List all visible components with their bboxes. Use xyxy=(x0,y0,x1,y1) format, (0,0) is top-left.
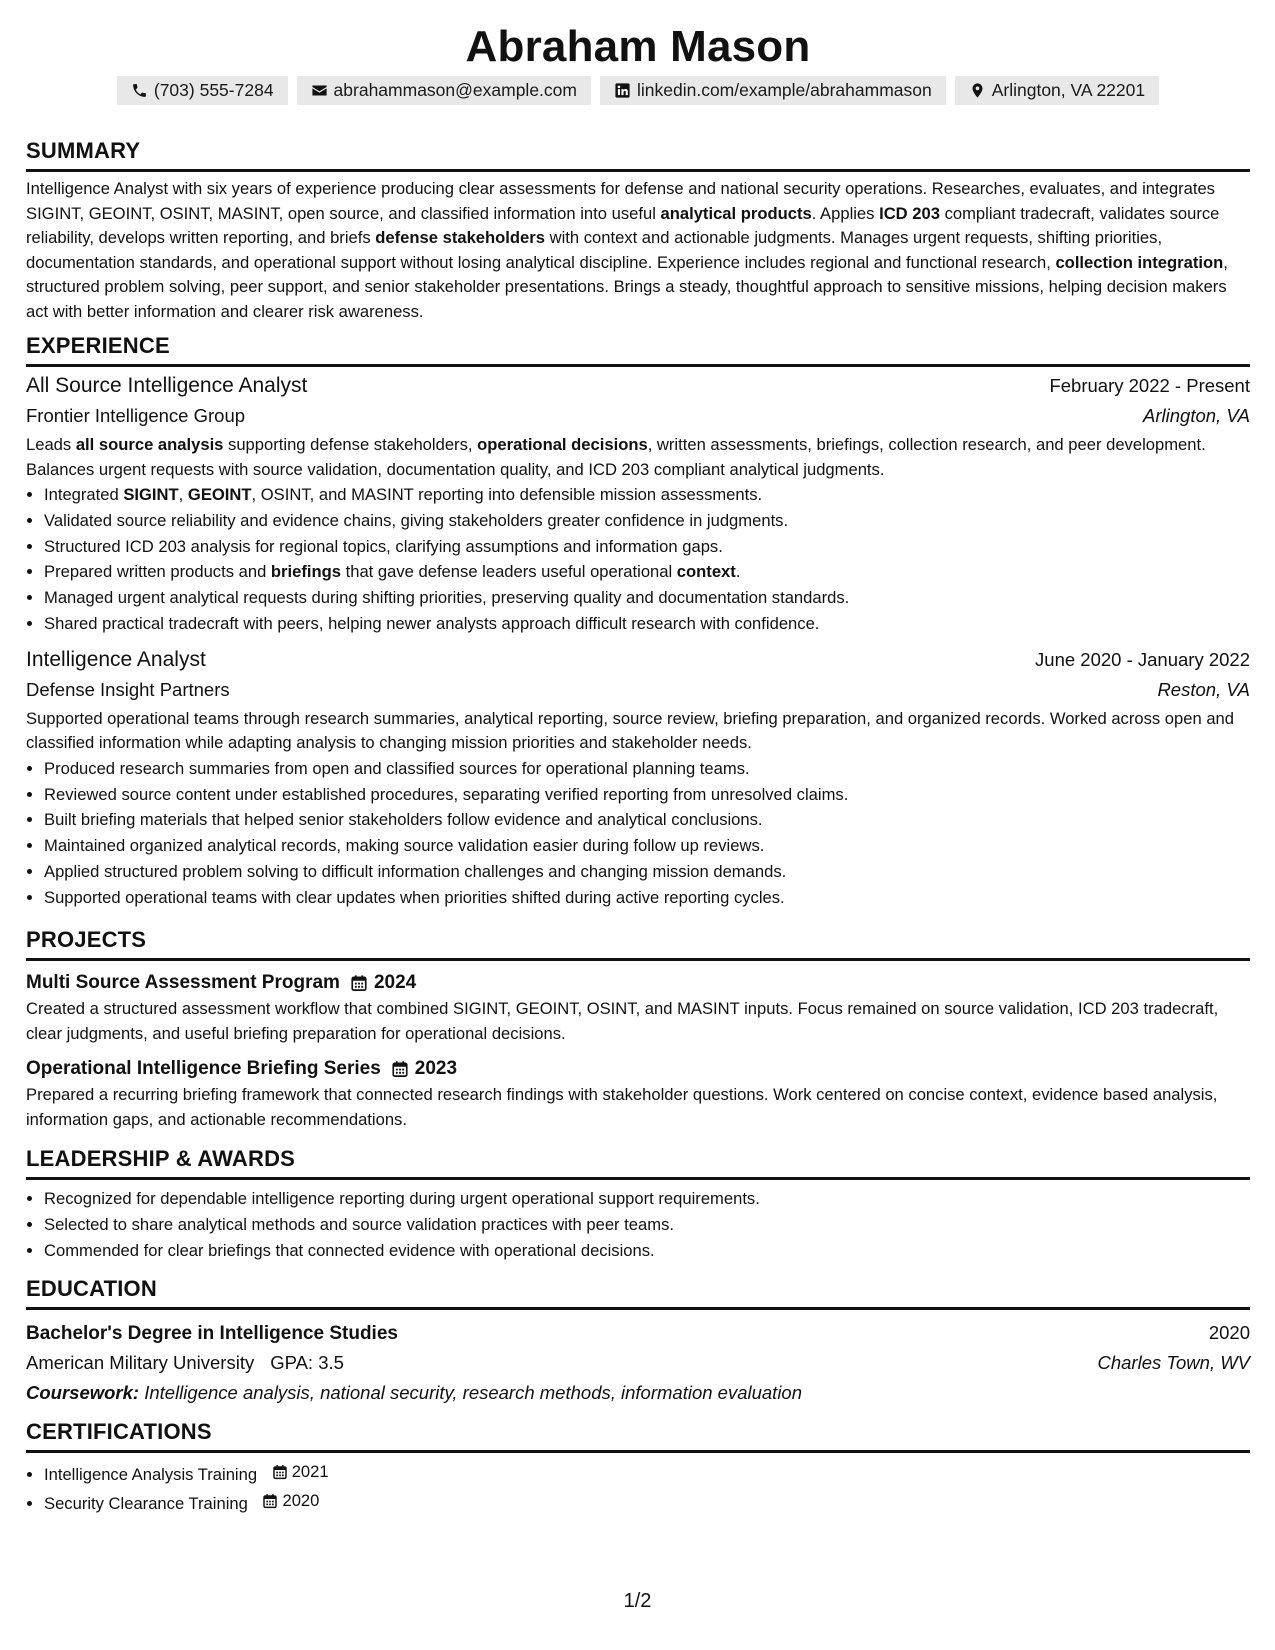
page-number: 1/2 xyxy=(623,1590,652,1612)
list-item: • Built briefing materials that helped senior stakeholders follow evidence and analytical conclusions. xyxy=(44,807,1250,833)
job-entry xyxy=(26,371,1250,637)
list-item: • Structured ICD 203 analysis for regional topics, clarifying assumptions and information gaps. xyxy=(44,534,1250,560)
project-description: Created a structured assessment workflow that combined SIGINT, GEOINT, OSINT, and MASINT inputs. Focus remained on source validation, ICD 203 tradecraft, clear judgments, and useful briefing preparation for operational decisions. xyxy=(26,999,1219,1043)
phone-text: (703) 555-7284 xyxy=(153,80,274,100)
coursework-text: Intelligence analysis, national security, research methods, information evaluation xyxy=(144,1382,803,1403)
summary-text: Intelligence Analyst with six years of experience producing clear assessments for defense and national security operations. Researches, evaluates, and integrates SIGINT, GEOINT, OSINT, MASINT, open source, and classified information into useful analytical products. Applies ICD 203 compliant tradecraft, validates source reliability, develops written reporting, and briefs defense stakeholders with context and actionable judgments. Manages urgent requests, shifting priorities, documentation standards, and operational support without losing analytical discipline. Experience includes regional and functional research, collection integration, structured problem solving, peer support, and senior stakeholder presentations. Brings a steady, thoughtful approach to sensitive missions, helping decision makers act with better information and clearer risk awareness. xyxy=(26,179,1228,321)
certification-date xyxy=(262,1488,319,1514)
calendar-icon xyxy=(350,974,368,992)
leadership-section xyxy=(26,1146,1250,1263)
summary-heading: SUMMARY xyxy=(26,138,1250,172)
list-item xyxy=(44,1488,1250,1517)
list-item: • Produced research summaries from open and classified sources for operational planning teams. xyxy=(44,756,1250,782)
graduation-year: 2020 xyxy=(1208,1322,1250,1343)
job-company: Defense Insight Partners xyxy=(26,678,230,700)
project-year: 2023 xyxy=(414,1058,458,1079)
list-item: • Selected to share analytical methods and source validation practices with peer teams. xyxy=(44,1212,1250,1238)
certifications-heading: CERTIFICATIONS xyxy=(26,1419,1250,1453)
school-line xyxy=(26,1348,344,1378)
calendar-icon xyxy=(391,1060,409,1078)
job-summary: Leads all source analysis supporting defense stakeholders, operational decisions, written assessments, briefings, collection research, and peer development. Balances urgent requests with source validation, documentation quality, and ICD 203 compliant analytical judgments. xyxy=(26,435,1206,479)
education-section xyxy=(26,1276,1250,1407)
list-item: • Managed urgent analytical requests during shifting priorities, preserving quality and documentation standards. xyxy=(44,585,1250,611)
leadership-list xyxy=(26,1186,1250,1263)
list-item: • Maintained organized analytical records, making source validation easier during follow up reviews. xyxy=(44,833,1250,859)
candidate-name: Abraham Mason xyxy=(465,22,811,71)
email-chip[interactable] xyxy=(297,76,591,105)
job-entry xyxy=(26,645,1250,911)
project-name: Multi Source Assessment Program xyxy=(26,972,340,993)
projects-section xyxy=(26,927,1250,1132)
list-item: • Shared practical tradecraft with peers, helping newer analysts approach difficult research with confidence. xyxy=(44,611,1250,637)
project-description: Prepared a recurring briefing framework that connected research findings with stakeholder questions. Work centered on concise context, evidence based analysis, information gaps, and actionable recommendations. xyxy=(26,1085,1218,1129)
project-entry xyxy=(26,1055,1250,1132)
certification-name: Intelligence Analysis Training xyxy=(44,1464,258,1484)
certifications-section xyxy=(26,1419,1250,1516)
envelope-icon xyxy=(311,82,328,99)
project-entry xyxy=(26,969,1250,1046)
list-item: • Prepared written products and briefings that gave defense leaders useful operational context. xyxy=(44,559,1250,585)
gpa: GPA: 3.5 xyxy=(270,1352,344,1373)
coursework xyxy=(26,1378,1250,1407)
job-title: Intelligence Analyst xyxy=(26,647,206,671)
phone-icon xyxy=(131,82,148,99)
job-bullets xyxy=(26,756,1250,911)
list-item xyxy=(44,1459,1250,1488)
summary-section xyxy=(26,138,1250,324)
list-item: • Applied structured problem solving to difficult information challenges and changing mission demands. xyxy=(44,859,1250,885)
location-text: Arlington, VA 22201 xyxy=(991,80,1146,100)
coursework-label: Coursework: xyxy=(26,1382,140,1403)
list-item: • Validated source reliability and evidence chains, giving stakeholders greater confidence in judgments. xyxy=(44,508,1250,534)
education-heading: EDUCATION xyxy=(26,1276,1250,1310)
job-company: Frontier Intelligence Group xyxy=(26,405,246,426)
project-date xyxy=(350,972,416,994)
linkedin-text: linkedin.com/example/abrahammason xyxy=(636,80,932,100)
phone-chip[interactable] xyxy=(117,76,288,105)
linkedin-chip[interactable] xyxy=(600,76,946,105)
job-dates: February 2022 - Present xyxy=(1049,375,1250,396)
calendar-icon xyxy=(262,1493,278,1509)
certification-name: Security Clearance Training xyxy=(44,1493,248,1513)
certifications-list xyxy=(26,1459,1250,1516)
list-item: • Commended for clear briefings that connected evidence with operational decisions. xyxy=(44,1238,1250,1264)
certification-year: 2020 xyxy=(282,1490,320,1510)
certification-year: 2021 xyxy=(291,1462,329,1481)
calendar-icon xyxy=(272,1464,288,1480)
contact-bar xyxy=(26,76,1250,105)
list-item: • Supported operational teams with clear updates when priorities shifted during active reporting cycles. xyxy=(44,885,1250,911)
project-name: Operational Intelligence Briefing Series xyxy=(26,1058,381,1079)
projects-heading: PROJECTS xyxy=(26,927,1250,961)
project-date xyxy=(391,1058,457,1080)
job-title: All Source Intelligence Analyst xyxy=(26,374,308,397)
leadership-heading: LEADERSHIP & AWARDS xyxy=(26,1146,1250,1180)
job-bullets xyxy=(26,482,1250,637)
job-location: Arlington, VA xyxy=(1143,405,1250,426)
map-pin-icon xyxy=(969,82,986,99)
experience-heading: EXPERIENCE xyxy=(26,333,1250,367)
job-location: Reston, VA xyxy=(1157,678,1250,700)
experience-section xyxy=(26,333,1250,911)
school-location: Charles Town, WV xyxy=(1097,1352,1250,1373)
email-text: abrahammason@example.com xyxy=(333,80,577,100)
list-item: • Reviewed source content under established procedures, separating verified reporting from unresolved claims. xyxy=(44,782,1250,808)
job-dates: June 2020 - January 2022 xyxy=(1035,648,1250,670)
resume-page xyxy=(26,0,1250,1513)
list-item: • Integrated SIGINT, GEOINT, OSINT, and MASINT reporting into defensible mission assessments. xyxy=(44,482,1250,508)
job-summary: Supported operational teams through research summaries, analytical reporting, source review, briefing preparation, and organized records. Worked across open and classified information while adapting analysis to changing mission priorities and stakeholder needs. xyxy=(26,708,1235,753)
location-chip xyxy=(955,76,1159,105)
linkedin-icon xyxy=(614,82,631,99)
certification-date xyxy=(272,1459,329,1485)
degree-name: Bachelor's Degree in Intelligence Studies xyxy=(26,1323,398,1344)
project-year: 2024 xyxy=(373,972,417,993)
list-item: • Recognized for dependable intelligence reporting during urgent operational support requirements. xyxy=(44,1186,1250,1212)
school-name: American Military University xyxy=(26,1352,255,1373)
